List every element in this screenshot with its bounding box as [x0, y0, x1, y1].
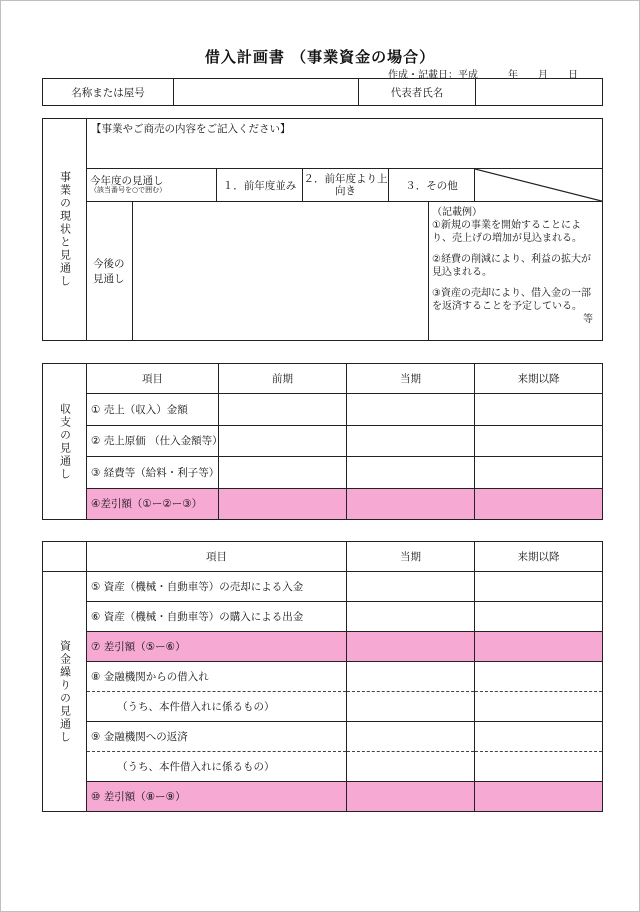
input-cell[interactable]	[347, 662, 475, 692]
s3-col-next: 来期以降	[475, 542, 603, 572]
section3-corner	[43, 542, 87, 572]
input-cell[interactable]	[475, 692, 603, 722]
table-row	[43, 662, 603, 692]
table-row	[43, 425, 603, 456]
input-cell[interactable]	[475, 752, 603, 782]
row-label: ② 売上原価 （仕入金額等）	[87, 425, 219, 456]
table-row	[43, 394, 603, 425]
input-cell[interactable]	[347, 572, 475, 602]
row-label: （うち、本件借入れに係るもの）	[87, 752, 347, 782]
rep-label: 代表者氏名	[359, 79, 476, 106]
s2-col-item: 項目	[87, 364, 219, 394]
future-outlook-field[interactable]	[133, 202, 429, 341]
s2-col-previous: 前期	[219, 364, 347, 394]
choice-1[interactable]: １．前年度並み	[217, 169, 303, 202]
row-label: ⑤ 資産（機械・自動車等）の売却による入金	[87, 572, 347, 602]
document-title: 借入計画書 （事業資金の場合）	[204, 48, 436, 66]
cashflow-outlook-table	[42, 541, 603, 812]
example-3: ③資産の売却により、借入金の一部を返済することを予定している。	[432, 288, 591, 313]
input-cell[interactable]	[475, 602, 603, 632]
input-cell[interactable]	[347, 752, 475, 782]
row-label: ⑧ 金融機関からの借入れ	[87, 662, 347, 692]
input-cell[interactable]	[347, 782, 475, 812]
table-row-total	[43, 632, 603, 662]
example-box	[429, 202, 603, 341]
table-row	[43, 572, 603, 602]
row-label: ⑥ 資産（機械・自動車等）の購入による出金	[87, 602, 347, 632]
row-label: ① 売上（収入）金額	[87, 394, 219, 425]
business-outlook-table	[42, 118, 603, 341]
input-cell[interactable]	[219, 425, 347, 456]
row-label: ⑨ 金融機関への返済	[87, 722, 347, 752]
business-description-field[interactable]	[87, 119, 603, 169]
table-row	[43, 457, 603, 488]
input-cell[interactable]	[347, 394, 475, 425]
input-cell[interactable]	[475, 488, 603, 519]
row-label: ④差引額（①ー②ー③）	[87, 488, 219, 519]
choice-2[interactable]: ２．前年度より上向き	[303, 169, 389, 202]
input-cell[interactable]	[347, 602, 475, 632]
section2-side-label: 収支の見通し	[43, 364, 87, 520]
section3-side-label: 資金繰りの見通し	[43, 572, 87, 812]
business-note: 【事業やご商売の内容をご記入ください】	[91, 123, 291, 135]
input-cell[interactable]	[475, 572, 603, 602]
choice-3[interactable]: ３．その他	[389, 169, 475, 202]
input-cell[interactable]	[347, 722, 475, 752]
table-row-total	[43, 782, 603, 812]
input-cell[interactable]	[347, 488, 475, 519]
table-row	[43, 722, 603, 752]
outlook-sublabel: （該当番号を○で囲む）	[90, 186, 167, 195]
input-cell[interactable]	[219, 488, 347, 519]
future-label: 今後の見通し	[87, 202, 133, 341]
input-cell[interactable]	[475, 722, 603, 752]
input-cell[interactable]	[347, 692, 475, 722]
section1-side-label: 事業の現状と見通し	[43, 119, 87, 341]
example-end: 等	[583, 314, 593, 326]
diagonal-line	[475, 169, 602, 201]
row-label: ⑩ 差引額（⑧ー⑨）	[87, 782, 347, 812]
row-label: ⑦ 差引額（⑤ー⑥）	[87, 632, 347, 662]
input-cell[interactable]	[475, 632, 603, 662]
example-1: ①新規の事業を開始することにより、売上げの増加が見込まれる。	[432, 220, 582, 245]
input-cell[interactable]	[347, 632, 475, 662]
input-cell[interactable]	[475, 425, 603, 456]
input-cell[interactable]	[475, 457, 603, 488]
input-cell[interactable]	[347, 425, 475, 456]
s2-col-next: 来期以降	[475, 364, 603, 394]
s3-col-item: 項目	[87, 542, 347, 572]
other-diagonal-cell[interactable]	[475, 169, 603, 202]
input-cell[interactable]	[219, 457, 347, 488]
table-row	[43, 602, 603, 632]
input-cell[interactable]	[475, 394, 603, 425]
example-2: ②経費の削減により、利益の拡大が見込まれる。	[432, 254, 591, 279]
s2-col-current: 当期	[347, 364, 475, 394]
table-row-sub	[43, 752, 603, 782]
input-cell[interactable]	[347, 457, 475, 488]
rep-field[interactable]	[476, 79, 603, 106]
input-cell[interactable]	[219, 394, 347, 425]
input-cell[interactable]	[475, 782, 603, 812]
table-row-total	[43, 488, 603, 519]
row-label: （うち、本件借入れに係るもの）	[87, 692, 347, 722]
date-line: 作成・記載日：平成 年 月 日	[388, 70, 578, 81]
example-title: （記載例）	[432, 207, 482, 219]
outlook-label: 今年度の見通し	[90, 174, 164, 187]
header-table	[42, 78, 603, 106]
table-row-sub	[43, 692, 603, 722]
s3-col-current: 当期	[347, 542, 475, 572]
name-label: 名称または屋号	[43, 79, 174, 106]
outlook-label-cell	[87, 169, 217, 202]
name-field[interactable]	[174, 79, 359, 106]
income-outlook-table	[42, 363, 603, 520]
input-cell[interactable]	[475, 662, 603, 692]
row-label: ③ 経費等（給料・利子等）	[87, 457, 219, 488]
